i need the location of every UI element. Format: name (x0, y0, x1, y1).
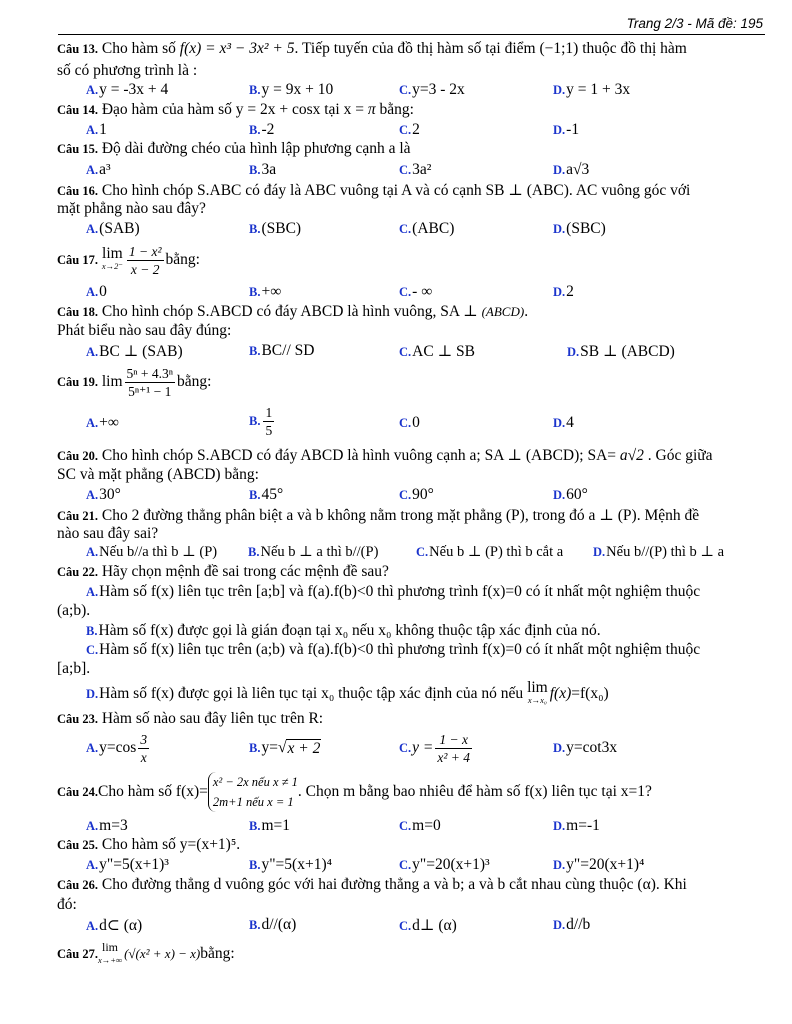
question-19 (57, 362, 211, 402)
option-letter: A. (86, 345, 99, 359)
option-letter: A. (86, 488, 99, 502)
option-text: y=3 - 2x (412, 81, 465, 98)
option-letter: D. (553, 918, 566, 932)
option-letter: C. (399, 919, 412, 933)
numerator: 1 (265, 405, 273, 420)
option-letter: A. (86, 163, 99, 177)
option-letter: D. (553, 416, 566, 430)
option-c[interactable] (399, 486, 434, 504)
option-b[interactable] (249, 817, 290, 835)
question-text: Phát biểu nào sau đây đúng: (57, 322, 232, 339)
option-d[interactable] (553, 81, 630, 99)
options-20 (86, 486, 766, 506)
option-c[interactable] (399, 161, 431, 179)
options-26 (86, 916, 766, 936)
option-text: y = 1 + 3x (566, 81, 631, 98)
question-text: Cho hàm số y=(x+1)⁵. (97, 836, 241, 853)
header-rule (58, 34, 765, 35)
denominator: x (140, 749, 147, 765)
piecewise-function (208, 772, 298, 812)
option-d[interactable] (553, 817, 600, 835)
question-text: SC và mặt phẳng (ABCD) bằng: (57, 466, 259, 483)
option-text: y"=20(x+1)⁴ (566, 856, 645, 873)
question-text: Cho hàm số (97, 40, 180, 57)
option-text: AC ⊥ SB (412, 343, 475, 360)
option-a[interactable] (86, 486, 121, 504)
option-text: Nếu b ⊥ a thì b//(P) (260, 544, 379, 560)
case-2: 2m+1 nếu x = 1 (212, 795, 294, 809)
question-text: Hàm số nào sau đây liên tục trên R: (97, 710, 324, 727)
option-c[interactable] (399, 817, 441, 835)
numerator: 5ⁿ + 4.3ⁿ (126, 365, 174, 381)
option-c[interactable] (399, 728, 474, 768)
question-text: bằng: (177, 373, 212, 390)
question-label: Câu 21. (57, 509, 98, 523)
option-text: Hàm số f(x) liên tục trên (a;b) và f(a).f(b)<0 thì phương trình f(x)=0 có ít nhất một nghiệm thuộc (99, 641, 701, 658)
radicand: x + 2 (287, 739, 321, 757)
option-c[interactable] (399, 856, 490, 874)
option-a[interactable] (86, 728, 151, 768)
option-b[interactable] (249, 342, 314, 360)
option-b[interactable] (249, 728, 321, 768)
option-text: [a;b]. (57, 660, 91, 677)
option-d[interactable] (553, 414, 574, 432)
options-24 (86, 817, 766, 837)
option-letter: A. (86, 585, 99, 599)
lim-text: lim (102, 245, 123, 262)
options-19 (86, 404, 766, 444)
formula: f(x) = x³ − 3x² + 5 (179, 40, 295, 57)
option-letter: D. (553, 163, 566, 177)
question-label: Câu 24. (57, 784, 98, 799)
option-a[interactable] (86, 817, 128, 835)
option-letter: B. (249, 83, 261, 97)
option-letter: D. (553, 285, 566, 299)
option-text: BC// SD (261, 342, 315, 359)
option-letter: B. (249, 819, 261, 833)
option-letter: B. (248, 545, 260, 559)
option-d[interactable] (593, 544, 724, 561)
question-label: Câu 17. (57, 252, 98, 267)
option-c[interactable] (86, 641, 700, 659)
question-20 (57, 446, 713, 465)
question-text: số có phương trình là : (57, 62, 198, 79)
option-d[interactable] (567, 342, 675, 361)
option-letter: D. (553, 740, 566, 755)
lim-text: lim (101, 373, 123, 390)
option-letter: C. (399, 83, 412, 97)
denominator: x² + 4 (437, 749, 471, 765)
option-b[interactable] (249, 486, 283, 504)
option-text: 0 (99, 283, 107, 300)
question-label: Câu 20. (57, 449, 98, 463)
question-label: Câu 26. (57, 878, 98, 892)
options-23 (86, 728, 766, 768)
option-letter: D. (553, 858, 566, 872)
option-a[interactable] (86, 583, 700, 601)
option-d[interactable] (553, 220, 606, 238)
fraction (435, 731, 472, 766)
question-label: Câu 25. (57, 838, 98, 852)
options-21 (86, 544, 766, 564)
option-text: (a;b). (57, 602, 91, 619)
option-b[interactable] (86, 622, 601, 640)
expression: (√(x² + x) − x) (124, 946, 201, 961)
fraction (125, 365, 176, 400)
option-text: 4 (566, 414, 574, 431)
option-letter: B. (249, 222, 261, 236)
option-c[interactable] (399, 283, 432, 301)
question-text: Hãy chọn mệnh đề sai trong các mệnh đề sau? (97, 563, 389, 580)
option-letter: D. (553, 222, 566, 236)
option-text: =f(x₀) (571, 685, 609, 702)
option-letter: C. (416, 545, 429, 559)
question-text: thuộc đồ thị hàm (578, 40, 687, 57)
option-c[interactable] (399, 81, 465, 99)
option-b[interactable] (249, 856, 332, 874)
option-letter: B. (249, 163, 261, 177)
fraction (127, 243, 164, 278)
option-letter: B. (249, 414, 261, 429)
question-23 (57, 710, 323, 728)
limit-operator (527, 681, 548, 707)
options-13 (86, 81, 766, 101)
option-a[interactable] (86, 856, 169, 874)
option-text: -1 (566, 121, 580, 138)
question-text: bằng: (165, 251, 200, 268)
option-letter: A. (86, 123, 99, 137)
option-text: Nếu b ⊥ (P) thì b cắt a (429, 544, 564, 560)
option-text: y= (261, 739, 278, 756)
option-letter: A. (86, 740, 99, 755)
question-label: Câu 15. (57, 142, 98, 156)
option-a[interactable] (86, 414, 119, 432)
option-text: 2 (566, 283, 574, 300)
option-text: 90° (412, 486, 434, 503)
option-a[interactable] (86, 81, 168, 99)
question-text: . (524, 303, 529, 320)
question-label: Câu 19. (57, 374, 98, 389)
option-letter: C. (399, 819, 412, 833)
denominator: 5 (265, 423, 273, 438)
option-text: - ∞ (412, 283, 433, 300)
option-text: (ABC) (412, 220, 455, 237)
option-text: d⊂ (α) (99, 917, 143, 934)
option-letter: C. (399, 123, 412, 137)
option-letter: B. (249, 285, 261, 299)
option-c[interactable] (416, 544, 563, 561)
option-c[interactable] (399, 220, 454, 238)
question-text: Cho hình chóp S.ABC có đáy là ABC vuông tại A và có cạnh SB ⊥ (ABC). AC vuông góc với (97, 182, 691, 199)
option-d[interactable] (86, 680, 609, 708)
question-17 (57, 240, 200, 280)
option-text: 0 (412, 414, 420, 431)
function: f(x) (549, 685, 572, 702)
option-letter: D. (86, 686, 99, 701)
option-text: Hàm số f(x) được gọi là gián đoạn tại x₀ nếu x₀ không thuộc tập xác định của nó. (98, 622, 601, 639)
page-header: Trang 2/3 - Mã đề: 195 (626, 16, 763, 31)
option-letter: C. (399, 222, 412, 236)
lim-text: lim (102, 940, 119, 954)
option-d[interactable] (553, 916, 590, 934)
option-letter: A. (86, 83, 99, 97)
option-text: m=0 (412, 817, 441, 834)
question-label: Câu 23. (57, 712, 98, 726)
option-letter: B. (86, 624, 98, 638)
option-d[interactable] (553, 283, 574, 301)
option-text: y"=20(x+1)³ (412, 856, 490, 873)
question-text: đó: (57, 896, 77, 913)
fraction (263, 404, 274, 439)
lim-text: lim (527, 679, 548, 696)
sqrt-symbol: √ (277, 739, 287, 756)
numerator: 1 − x² (128, 243, 162, 259)
question-label: Câu 14. (57, 103, 98, 117)
option-text: 3a (261, 161, 277, 178)
option-b[interactable] (248, 544, 378, 561)
option-text: BC ⊥ (SAB) (99, 343, 183, 360)
option-text: d⊥ (α) (412, 917, 457, 934)
option-text: 45° (261, 486, 284, 503)
option-letter: A. (86, 819, 99, 833)
question-text: Cho hàm số f(x)= (97, 783, 208, 800)
option-d[interactable] (553, 161, 589, 179)
option-text: (SBC) (566, 220, 606, 237)
option-text: a√3 (566, 161, 590, 178)
option-text: y = 9x + 10 (261, 81, 334, 98)
value: a√2 (619, 447, 644, 464)
question-25 (57, 836, 240, 854)
option-text: y"=5(x+1)³ (99, 856, 169, 873)
option-letter: C. (399, 416, 412, 430)
option-text: SB ⊥ (ABCD) (580, 343, 675, 360)
option-text: Hàm số f(x) liên tục trên [a;b] và f(a).f(b)<0 thì phương trình f(x)=0 có ít nhất một nghiệm thuộc (99, 583, 701, 600)
question-15 (57, 140, 411, 158)
option-d[interactable] (553, 728, 617, 768)
option-letter: D. (553, 123, 566, 137)
option-c[interactable] (399, 342, 475, 361)
option-text: 2 (412, 121, 420, 138)
option-text: y"=5(x+1)⁴ (261, 856, 333, 873)
option-letter: D. (593, 545, 606, 559)
option-b[interactable] (249, 81, 333, 99)
option-text: a³ (99, 161, 111, 178)
plane: (ABCD) (481, 304, 525, 319)
option-text: m=1 (261, 817, 291, 834)
option-a[interactable] (86, 544, 217, 561)
option-c[interactable] (399, 414, 420, 432)
option-letter: A. (86, 285, 99, 299)
numerator: 3 (140, 731, 148, 747)
option-text: y = (412, 739, 434, 756)
question-text: mặt phẳng nào sau đây? (57, 200, 206, 217)
option-text: Hàm số f(x) được gọi là liên tục tại x₀ thuộc tập xác định của nó nếu (99, 685, 524, 702)
option-a[interactable] (86, 121, 107, 139)
option-text: m=-1 (566, 817, 600, 834)
option-letter: A. (86, 416, 99, 430)
question-26 (57, 876, 687, 894)
fraction (138, 731, 149, 766)
lim-subscript: x→+∞ (97, 955, 123, 965)
point: (−1;1) (539, 40, 579, 57)
option-b[interactable] (249, 283, 281, 301)
question-27 (57, 940, 235, 968)
option-letter: A. (86, 222, 99, 236)
lim-subscript: x→2⁻ (101, 261, 123, 271)
option-letter: B. (249, 123, 261, 137)
option-b[interactable] (249, 121, 274, 139)
question-text: Đạo hàm của hàm số y = 2x + cosx tại x = (97, 101, 368, 118)
option-text: 30° (99, 486, 121, 503)
option-letter: B. (249, 918, 261, 932)
option-text: y=cot3x (566, 739, 618, 756)
question-label: Câu 27. (57, 946, 98, 961)
option-letter: C. (399, 488, 412, 502)
question-text: Cho hình chóp S.ABCD có đáy ABCD là hình vuông cạnh a; SA ⊥ (ABCD); SA= (97, 447, 620, 464)
option-letter: C. (399, 285, 412, 299)
question-text: nào sau đây sai? (57, 525, 159, 542)
option-b[interactable] (249, 220, 301, 238)
limit-operator (102, 247, 123, 273)
option-letter: D. (553, 488, 566, 502)
options-15 (86, 161, 766, 181)
option-a[interactable] (86, 161, 111, 179)
option-b[interactable] (249, 916, 296, 934)
option-letter: A. (86, 919, 99, 933)
option-letter: D. (553, 83, 566, 97)
option-d[interactable] (553, 121, 579, 139)
option-text: d//b (566, 916, 591, 933)
option-text: (SAB) (99, 220, 140, 237)
option-c[interactable] (399, 121, 420, 139)
option-letter: C. (86, 643, 99, 657)
option-letter: B. (249, 858, 261, 872)
question-21 (57, 506, 699, 525)
option-letter: D. (567, 345, 580, 359)
question-13 (57, 40, 687, 58)
option-d[interactable] (553, 486, 588, 504)
option-text: 3a² (412, 161, 432, 178)
denominator: x − 2 (130, 261, 160, 277)
option-a[interactable] (86, 916, 142, 935)
question-24 (57, 769, 652, 815)
option-letter: C. (399, 858, 412, 872)
option-text: 60° (566, 486, 588, 503)
denominator: 5ⁿ⁺¹ − 1 (128, 383, 172, 399)
option-text: y=cos (99, 739, 137, 756)
option-text: Nếu b//(P) thì b ⊥ a (606, 544, 725, 560)
option-a[interactable] (86, 342, 183, 361)
question-18 (57, 302, 528, 321)
option-c[interactable] (399, 916, 457, 935)
question-text: bằng: (375, 101, 414, 118)
option-a[interactable] (86, 220, 140, 238)
option-text: Nếu b//a thì b ⊥ (P) (99, 544, 218, 560)
option-a[interactable] (86, 283, 107, 301)
question-text: Cho đường thẳng d vuông góc với hai đường thẳng a và b; a và b cắt nhau cùng thuộc (α). Khi (97, 876, 687, 893)
option-letter: A. (86, 545, 99, 559)
limit-operator (98, 941, 122, 967)
option-text: +∞ (261, 283, 282, 300)
question-label: Câu 13. (57, 42, 98, 56)
pi-symbol: π (367, 101, 376, 118)
options-16 (86, 220, 766, 240)
question-text: Cho hình chóp S.ABCD có đáy ABCD là hình vuông, SA ⊥ (97, 303, 482, 320)
question-label: Câu 16. (57, 184, 98, 198)
option-letter: B. (249, 740, 261, 755)
option-letter: A. (86, 858, 99, 872)
question-14 (57, 101, 414, 119)
question-text: . Chọn m bằng bao nhiêu để hàm số f(x) liên tục tại x=1? (297, 783, 652, 800)
option-text: +∞ (99, 414, 119, 431)
option-text: y = -3x + 4 (99, 81, 169, 98)
question-label: Câu 18. (57, 305, 98, 319)
question-text: Cho 2 đường thẳng phân biệt a và b không nằm trong mặt phẳng (P), trong đó a ⊥ (P). Mệnh đề (97, 507, 700, 524)
option-letter: B. (249, 488, 261, 502)
options-17 (86, 283, 766, 303)
case-1: x² − 2x nếu x ≠ 1 (212, 775, 298, 789)
lim-subscript: x→x₀ (527, 695, 547, 705)
options-18 (86, 342, 766, 362)
question-22 (57, 563, 389, 581)
option-d[interactable] (553, 856, 644, 874)
question-text: . Tiếp tuyến của đồ thị hàm số tại điểm (294, 40, 540, 57)
options-14 (86, 121, 766, 141)
option-letter: C. (399, 345, 412, 359)
option-letter: C. (399, 740, 412, 755)
option-text: 1 (99, 121, 107, 138)
option-b[interactable] (249, 404, 276, 439)
option-text: -2 (261, 121, 275, 138)
question-text: bằng: (200, 945, 235, 962)
option-letter: C. (399, 163, 412, 177)
option-b[interactable] (249, 161, 276, 179)
options-25 (86, 856, 766, 876)
question-text: . Góc giữa (643, 447, 713, 464)
option-letter: B. (249, 344, 261, 358)
option-letter: D. (553, 819, 566, 833)
question-16 (57, 181, 690, 200)
question-label: Câu 22. (57, 565, 98, 579)
numerator: 1 − x (435, 731, 472, 749)
option-text: m=3 (99, 817, 128, 834)
option-text: d//(α) (261, 916, 297, 933)
option-text: (SBC) (261, 220, 302, 237)
question-text: Độ dài đường chéo của hình lập phương cạnh a là (97, 140, 411, 157)
